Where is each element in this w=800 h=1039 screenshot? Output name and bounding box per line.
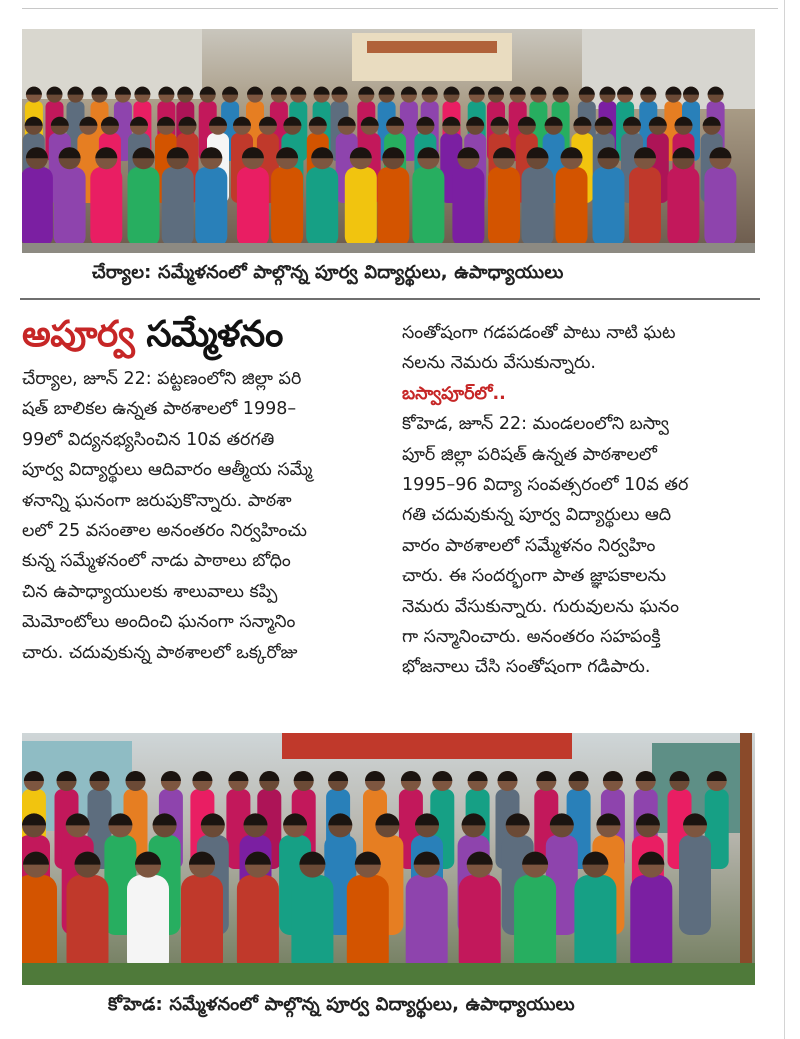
person-figure: [704, 167, 736, 247]
article-line: పూర్ జిల్లా పరిషత్ ఉన్నత పాఠశాలలో: [402, 444, 657, 465]
article-line: కోహెడ, జూన్ 22: మండలంలోని బస్వా: [402, 414, 669, 435]
person-figure: [406, 875, 448, 975]
person-figure: [377, 167, 409, 247]
person-figure: [629, 167, 661, 247]
article-line: నలను నెమరు వేసుకున్నారు.: [402, 353, 596, 374]
person-figure: [345, 167, 377, 247]
person-figure: [22, 167, 53, 247]
article-line: చారు. ఈ సందర్భంగా పాత జ్ఞాపకాలను: [402, 566, 667, 587]
headline-rest: సమ్మేళనం: [146, 314, 283, 355]
person-figure: [181, 875, 223, 975]
article-line: గతి చదువుకున్న పూర్వ విద్యార్థులు ఆది: [402, 505, 672, 526]
person-figure: [667, 167, 699, 247]
article-line: పూర్వ విద్యార్థులు ఆదివారం ఆత్మీయ సమ్మే: [22, 460, 313, 481]
article-line: చారు. చదువుకున్న పాఠశాలలో ఒక్కరోజు: [22, 642, 298, 663]
photo-caption-koheda: కోహెడ: సమ్మేళనంలో పాల్గొన్న పూర్వ విద్యార్థులు, ఉపాధ్యాయులు: [108, 994, 575, 1015]
group-photo-cheryala: [22, 29, 755, 253]
person-figure: [459, 875, 501, 975]
person-figure: [679, 835, 711, 935]
photo-caption-cheryala: చేర్యాల: సమ్మేళనంలో పాల్గొన్న పూర్వ విద్యార్థులు, ఉపాధ్యాయులు: [92, 262, 564, 283]
person-figure: [162, 167, 194, 247]
article-line: నెమరు వేసుకున్నారు. గురువులను ఘనం: [402, 596, 680, 617]
person-figure: [67, 875, 109, 975]
article-line: 99లో విద్యనభ్యసించిన 10వ తరగతి: [22, 429, 275, 450]
article-line: భోజనాలు చేసి సంతోషంగా గడిపారు.: [402, 657, 651, 678]
person-figure: [22, 875, 57, 975]
article-line: సంతోషంగా గడపడంతో పాటు నాటి ఘట: [402, 323, 676, 343]
person-figure: [90, 167, 122, 247]
article-line: చేర్యాల, జూన్ 22: పట్టణంలోని జిల్లా పరి: [22, 369, 302, 389]
headline: [22, 312, 283, 358]
person-figure: [630, 875, 672, 975]
person-figure: [195, 167, 227, 247]
person-figure: [574, 875, 616, 975]
article-line: ళనాన్ని ఘనంగా జరుపుకొన్నారు. పాఠశా: [22, 490, 292, 511]
article-line: 1995–96 విద్యా సంవత్సరంలో 10వ తర: [402, 475, 689, 496]
person-figure: [237, 167, 269, 247]
person-figure: [237, 875, 279, 975]
group-photo-koheda-image: [22, 733, 755, 985]
article-line: కున్న సమ్మేళనంలో నాడు పాఠాలు బోధిం: [22, 551, 291, 572]
person-figure: [127, 875, 169, 975]
person-figure: [593, 167, 625, 247]
person-figure: [291, 875, 333, 975]
article-line: లలో 25 వసంతాల అనంతరం నిర్వహించు: [22, 521, 307, 542]
article-line: మెమోంటోలు అందించి ఘనంగా సన్మానిం: [22, 612, 296, 633]
person-figure: [306, 167, 338, 247]
article-line: గా సన్మానించారు. అనంతరం సహపంక్తి: [402, 627, 661, 648]
person-figure: [347, 875, 389, 975]
person-figure: [452, 167, 484, 247]
person-figure: [556, 167, 588, 247]
group-photo-koheda: [22, 733, 755, 985]
column-rule: [784, 0, 785, 1039]
article-line: షత్ బాలికల ఉన్నత పాఠశాలలో 1998–: [22, 399, 297, 420]
headline-accent: అపూర్వ: [22, 314, 135, 355]
article-column-right: [402, 318, 758, 683]
person-figure: [488, 167, 520, 247]
article-line: వారం పాఠశాలలో సమ్మేళనం నిర్వహిం: [402, 535, 656, 556]
article-column-left: [22, 364, 378, 668]
person-figure: [54, 167, 86, 247]
article-line: చిన ఉపాధ్యాయులకు శాలువాలు కప్పి: [22, 581, 278, 602]
person-figure: [128, 167, 160, 247]
person-figure: [522, 167, 554, 247]
top-rule: [22, 8, 778, 9]
person-figure: [271, 167, 303, 247]
group-photo-cheryala-image: [22, 29, 755, 253]
article-subhead: బస్వాపూర్‌లో..: [402, 383, 506, 404]
person-figure: [412, 167, 444, 247]
person-figure: [514, 875, 556, 975]
section-divider: [20, 298, 760, 300]
